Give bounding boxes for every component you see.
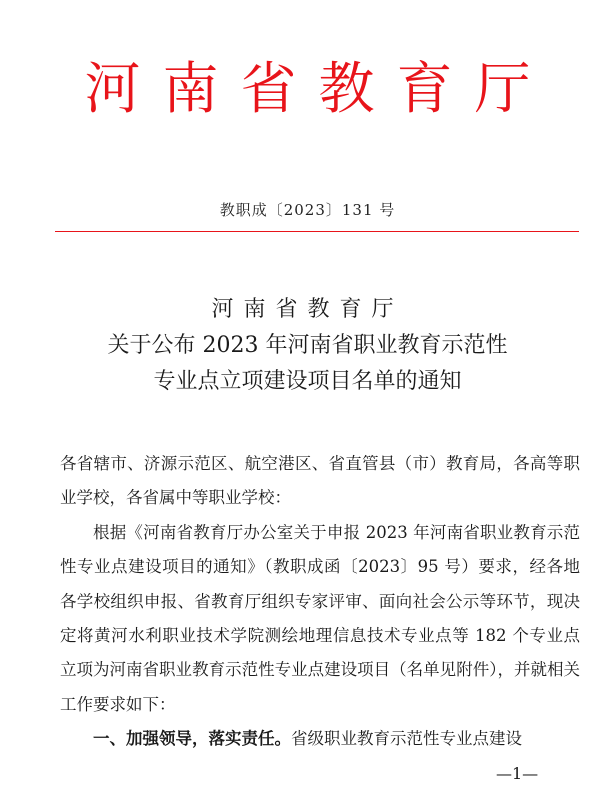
section-1 xyxy=(60,722,580,756)
section-1-heading: 一、加强领导，落实责任。 xyxy=(93,729,291,749)
addressees: 各省辖市、济源示范区、航空港区、省直管县（市）教育局，各高等职业学校，各省属中等职业学校： xyxy=(60,454,580,508)
notice-title xyxy=(0,292,615,400)
red-divider-line xyxy=(55,231,579,232)
notice-title-line-1: 河南省教育厅 xyxy=(211,297,404,322)
page-number: —1— xyxy=(496,764,539,783)
issuing-authority-header: 河南省教育厅 xyxy=(84,57,553,122)
document-number: 教职成〔2023〕131 号 xyxy=(219,201,396,219)
body-paragraph-1: 根据《河南省教育厅办公室关于申报 2023 年河南省职业教育示范性专业点建设项目的通知》（教职成函〔2023〕95 号）要求，经各地各学校组织申报、省教育厅组织专家评审、面向社会公示等环节，现决定将黄河水利职业技术学院测绘地理信息技术专业点等 182 个专业点立项为河南省职业教育示范性专业点建设项目（名单见附件），并就相关工作要求如下： xyxy=(60,522,580,714)
notice-title-line-2: 关于公布 2023 年河南省职业教育示范性 xyxy=(107,333,508,358)
section-1-text: 省级职业教育示范性专业点建设 xyxy=(291,729,522,749)
notice-body xyxy=(60,447,580,757)
notice-title-line-3: 专业点立项建设项目名单的通知 xyxy=(153,369,462,394)
